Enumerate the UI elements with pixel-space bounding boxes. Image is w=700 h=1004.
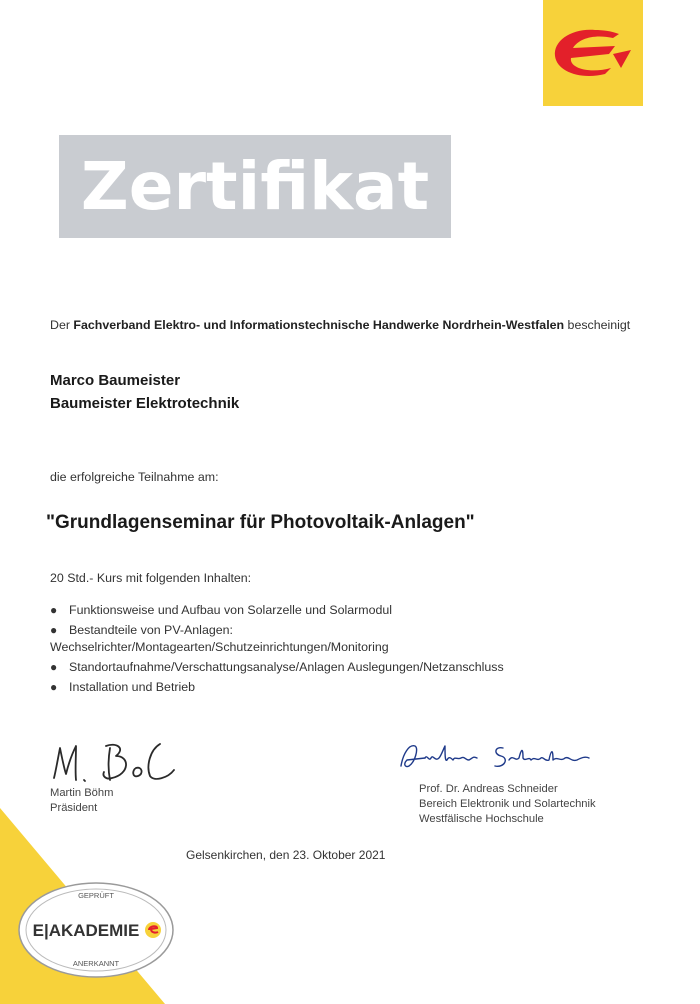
certificate-title: Zertifikat: [80, 148, 430, 225]
list-item: [50, 659, 660, 676]
course-title: "Grundlagenseminar für Photovoltaik-Anlagen": [46, 512, 475, 533]
bullet-icon: ●: [50, 623, 58, 637]
intro-prefix: Der: [50, 318, 70, 332]
intro-line: [50, 318, 670, 332]
signature-left: [50, 740, 180, 788]
topic-text: Installation und Betrieb: [69, 680, 196, 694]
signatory-right-name: Prof. Dr. Andreas Schneider: [419, 783, 558, 795]
intro-suffix: bescheinigt: [567, 318, 631, 332]
bullet-icon: ●: [50, 603, 58, 617]
topic-continuation: Wechselrichter/Montagearten/Schutzeinrichtungen/Monitoring: [50, 640, 389, 654]
signatory-right: [419, 782, 596, 827]
topic-text: Funktionsweise und Aufbau von Solarzelle und Solarmodul: [69, 603, 393, 617]
signatory-right-department: Bereich Elektronik und Solartechnik: [419, 798, 596, 810]
seal-top-text: GEPRÜFT: [78, 891, 114, 900]
seal-main-text: E|AKADEMIE: [32, 921, 140, 940]
signatory-left-role: Präsident: [50, 802, 98, 814]
topic-list: [50, 602, 660, 699]
signature-right: [395, 740, 595, 774]
recipient-name: Marco Baumeister: [50, 372, 181, 389]
recipient-company: Baumeister Elektrotechnik: [50, 395, 240, 412]
seal-e-icon: [145, 922, 161, 938]
topic-text: Standortaufnahme/Verschattungsanalyse/Anlagen Auslegungen/Netzanschluss: [69, 660, 504, 674]
e-logo-icon: [549, 24, 637, 84]
e-marke-logo: [543, 0, 643, 106]
list-item: [50, 622, 660, 656]
seal-bottom-text: ANERKANNT: [72, 959, 120, 968]
bullet-icon: ●: [50, 660, 58, 674]
topic-text: Bestandteile von PV-Anlagen:: [69, 623, 233, 637]
bullet-icon: ●: [50, 680, 58, 694]
place-date: Gelsenkirchen, den 23. Oktober 2021: [186, 848, 386, 862]
list-item: [50, 679, 660, 696]
participation-text: die erfolgreiche Teilnahme am:: [50, 470, 219, 484]
signatory-left: [50, 786, 113, 816]
issuing-organization: Fachverband Elektro- und Informationstechnische Handwerke Nordrhein-Westfalen: [73, 318, 565, 332]
signatory-left-name: Martin Böhm: [50, 787, 114, 799]
title-banner: [59, 135, 451, 238]
e-akademie-seal: [16, 880, 176, 980]
list-item: [50, 602, 660, 619]
course-intro: 20 Std.- Kurs mit folgenden Inhalten:: [50, 571, 252, 585]
signatory-right-institution: Westfälische Hochschule: [419, 813, 544, 825]
